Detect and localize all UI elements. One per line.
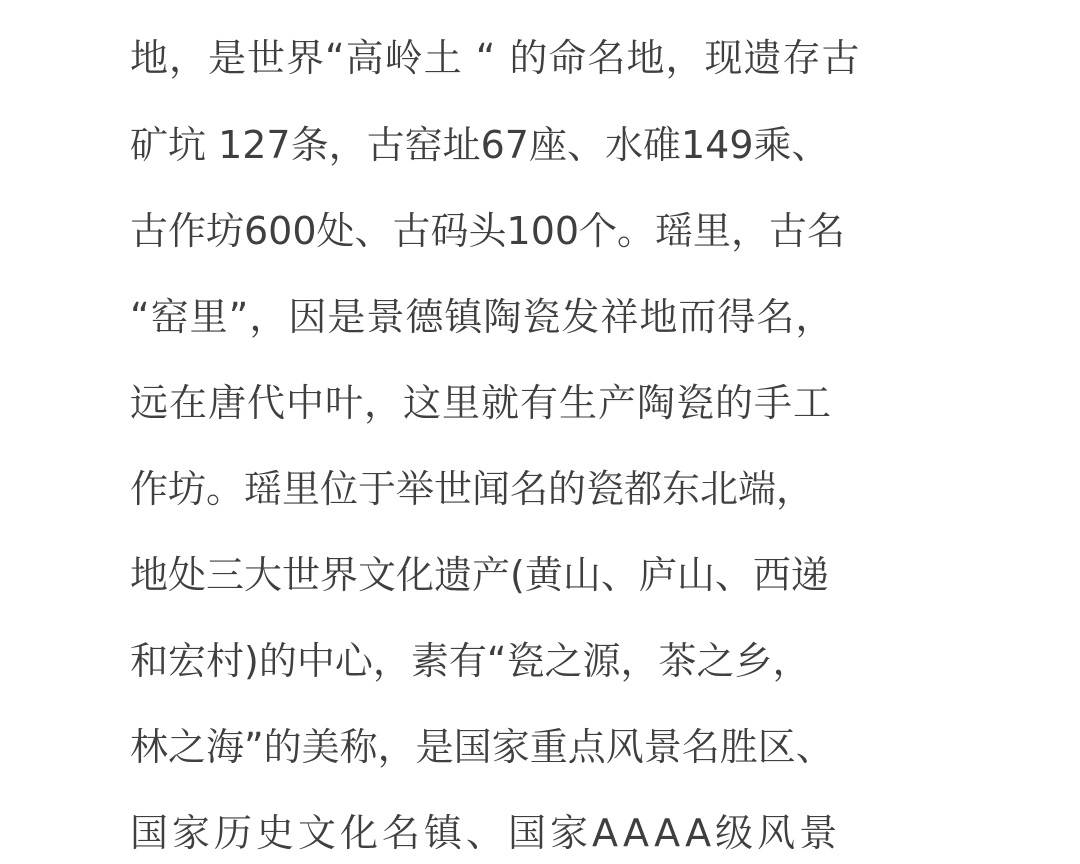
paragraph-line: “窑里”，因是景德镇陶瓷发祥地而得名， xyxy=(130,295,835,339)
paragraph-line: 国家历史文化名镇、国家AAAA级风景 xyxy=(130,811,842,855)
paragraph-line: 作坊。瑶里位于举世闻名的瓷都东北端， xyxy=(130,467,815,511)
paragraph-line: 古作坊600处、古码头100个。瑶里，古名 xyxy=(130,209,846,253)
paragraph-line: 远在唐代中叶，这里就有生产陶瓷的手工 xyxy=(130,381,833,425)
paragraph-line: 地处三大世界文化遗产(黄山、庐山、西递 xyxy=(130,553,829,597)
paragraph-line: 和宏村)的中心，素有“瓷之源，茶之乡， xyxy=(130,639,811,683)
paragraph-line: 矿坑 127条，古窑址67座、水碓149乘、 xyxy=(130,123,830,167)
paragraph-line: 地，是世界“高岭土 “ 的命名地，现遗存古 xyxy=(130,36,861,80)
paragraph-line: 林之海”的美称，是国家重点风景名胜区、 xyxy=(130,725,834,769)
